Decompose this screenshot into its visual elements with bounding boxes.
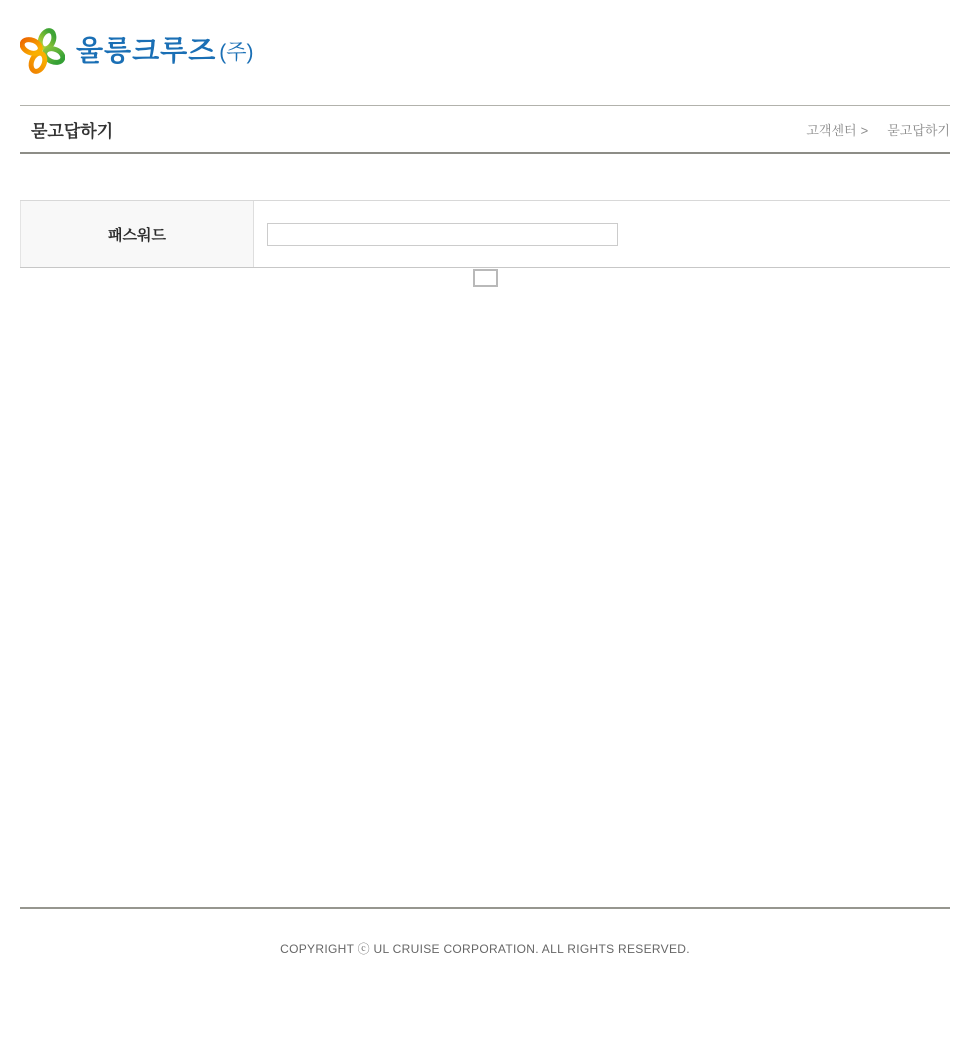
site-header bbox=[0, 0, 970, 105]
page-footer bbox=[20, 907, 950, 958]
title-bar bbox=[20, 105, 950, 154]
submit-button[interactable] bbox=[473, 269, 498, 287]
breadcrumb bbox=[806, 120, 950, 139]
password-label: 패스워드 bbox=[20, 201, 254, 267]
logo-link[interactable] bbox=[20, 26, 254, 76]
page-title: 묻고답하기 bbox=[31, 121, 114, 141]
logo-company-name: 울릉크루즈 bbox=[76, 35, 217, 66]
password-table bbox=[20, 200, 950, 268]
copyright-text: COPYRIGHT ⓒ UL CRUISE CORPORATION. ALL RIGHTS RESERVED. bbox=[280, 942, 690, 956]
password-form bbox=[20, 200, 950, 287]
breadcrumb-separator: > bbox=[860, 122, 869, 138]
breadcrumb-current[interactable]: 묻고답하기 bbox=[887, 122, 950, 138]
logo-company-suffix: (주) bbox=[219, 40, 254, 64]
password-input[interactable] bbox=[267, 223, 618, 246]
breadcrumb-parent[interactable]: 고객센터 bbox=[806, 122, 857, 138]
password-input-cell bbox=[254, 201, 950, 267]
logo-flower-icon bbox=[20, 26, 65, 76]
